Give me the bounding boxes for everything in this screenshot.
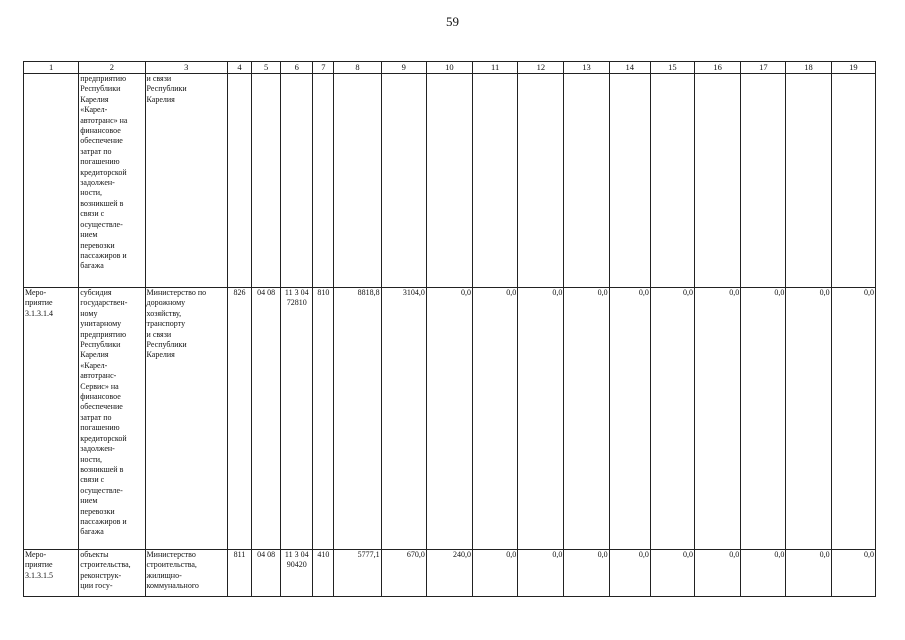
value-cell [650,74,694,288]
value-cell: 0,0 [426,288,472,550]
value-cell: 0,0 [786,288,831,550]
header-cell: 13 [564,62,609,74]
page-number: 59 [446,14,459,29]
header-cell: 6 [281,62,313,74]
value-cell [381,74,426,288]
header-cell: 8 [334,62,381,74]
value-cell [831,74,875,288]
header-cell: 10 [426,62,472,74]
value-cell: 0,0 [564,288,609,550]
value-cell [281,74,313,288]
value-cell: 0,0 [518,550,564,597]
value-cell: 3104,0 [381,288,426,550]
value-cell [786,74,831,288]
header-cell: 3 [145,62,227,74]
header-cell: 17 [741,62,786,74]
value-cell: 5777,1 [334,550,381,597]
executor-cell: Министерство строительства, жилищно- коммунального [145,550,227,597]
value-cell: 0,0 [695,550,741,597]
value-cell: 810 [313,288,334,550]
value-cell: 0,0 [650,550,694,597]
value-cell: 240,0 [426,550,472,597]
header-cell: 4 [227,62,251,74]
value-cell [564,74,609,288]
table-row [24,550,876,597]
description-cell: объекты строительства, реконструк- ции госу- [79,550,145,597]
header-cell: 18 [786,62,831,74]
value-cell: 410 [313,550,334,597]
budget-table [23,61,876,597]
value-cell: 0,0 [609,550,650,597]
header-cell: 12 [518,62,564,74]
description-cell: субсидия государствен- ному унитарному предприятию Республики Карелия «Карел- автотранс- Сервис» на финансовое обеспечение затрат по погашению кредиторской задолжен- ности, возникшей в связи с осуществле- нием перевозки пассажиров и багажа [79,288,145,550]
value-cell: 0,0 [741,288,786,550]
value-cell: 0,0 [695,288,741,550]
event-code-cell: Меро- приятие 3.1.3.1.5 [24,550,79,597]
value-cell: 0,0 [518,288,564,550]
value-cell [741,74,786,288]
value-cell: 0,0 [564,550,609,597]
description-cell: предприятию Республики Карелия «Карел- автотранс» на финансовое обеспечение затрат по погашению кредиторской задолжен- ности, возникшей в связи с осуществле- нием перевозки пассажиров и багажа [79,74,145,288]
value-cell [334,74,381,288]
header-cell: 16 [695,62,741,74]
event-code-cell [24,74,79,288]
value-cell: 0,0 [831,550,875,597]
header-cell: 9 [381,62,426,74]
value-cell [252,74,281,288]
value-cell: 670,0 [381,550,426,597]
value-cell: 11 3 04 72810 [281,288,313,550]
header-cell: 11 [473,62,518,74]
header-cell: 19 [831,62,875,74]
value-cell [518,74,564,288]
value-cell: 8818,8 [334,288,381,550]
table-row [24,74,876,288]
table-row [24,288,876,550]
header-cell: 1 [24,62,79,74]
value-cell [695,74,741,288]
header-cell: 14 [609,62,650,74]
value-cell: 11 3 04 90420 [281,550,313,597]
header-cell: 2 [79,62,145,74]
value-cell: 04 08 [252,288,281,550]
value-cell: 0,0 [831,288,875,550]
value-cell: 0,0 [609,288,650,550]
event-code-cell: Меро- приятие 3.1.3.1.4 [24,288,79,550]
value-cell: 0,0 [473,550,518,597]
value-cell [313,74,334,288]
value-cell [473,74,518,288]
header-cell: 5 [252,62,281,74]
value-cell [426,74,472,288]
executor-cell: и связи Республики Карелия [145,74,227,288]
header-cell: 7 [313,62,334,74]
value-cell: 0,0 [786,550,831,597]
executor-cell: Министерство по дорожному хозяйству, транспорту и связи Республики Карелия [145,288,227,550]
value-cell: 0,0 [473,288,518,550]
value-cell: 0,0 [741,550,786,597]
value-cell [227,74,251,288]
value-cell: 826 [227,288,251,550]
value-cell [609,74,650,288]
value-cell: 0,0 [650,288,694,550]
value-cell: 04 08 [252,550,281,597]
header-cell: 15 [650,62,694,74]
header-row [24,62,876,74]
value-cell: 811 [227,550,251,597]
